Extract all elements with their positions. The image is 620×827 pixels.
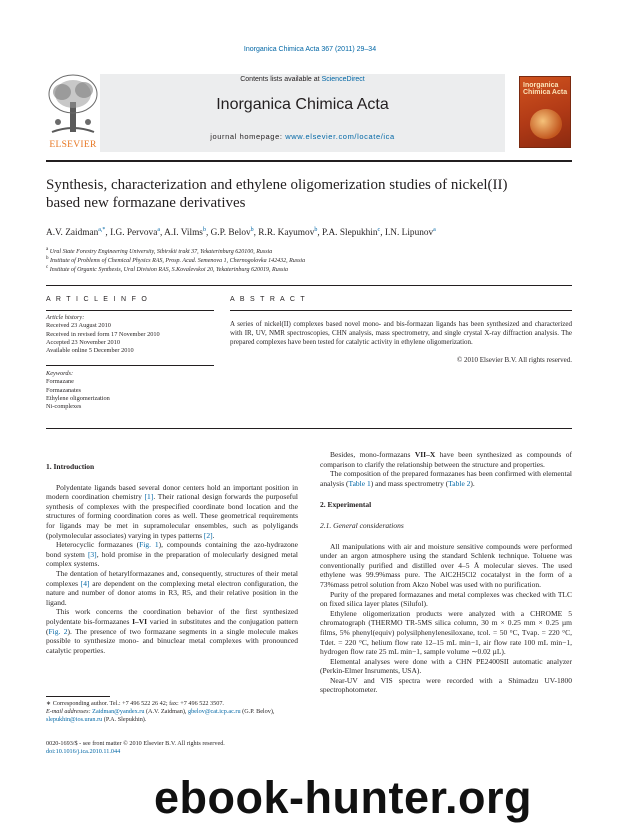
history-item: Accepted 23 November 2010: [46, 338, 120, 346]
paragraph: All manipulations with air and moisture sensitive compounds were performed under an argon atmosphere using the standard Schlenk technique. Toluene was conventionally purified and distilled over 4–5 Å molecular sieves. The used ethylene was 99.9%mass pure. The AlC2H5Cl2 cocatalyst in the form of a 73%mass petrol solution from Akzo Nobel was used with no purification.: [320, 541, 572, 589]
keyword-item: Ni-complexes: [46, 403, 82, 411]
figure-link[interactable]: Fig. 1: [139, 540, 159, 550]
history-item: Received in revised form 17 November 2010: [46, 330, 160, 338]
author-name[interactable]: A.V. Zaidman: [46, 228, 99, 239]
cover-graphic: [530, 109, 562, 139]
affiliation-key: a: [46, 247, 49, 252]
title-line-2: based new formazane derivatives: [46, 195, 246, 211]
keyword-item: Formazane: [46, 378, 74, 386]
email-owner: (P.A. Slepukhin).: [102, 716, 147, 723]
history-label: Article history:: [46, 314, 85, 321]
paragraph: [46, 607, 298, 655]
paragraph: Elemental analyses were done with a CHN PE2400SII automatic analyzer (Perkin-Elmer Insruments, USA).: [320, 656, 572, 676]
author-name[interactable]: P.A. Slepukhin: [322, 228, 378, 239]
affiliation-key: b: [46, 256, 49, 261]
corresponding-author-footnote: [46, 700, 298, 724]
text-run: ), compounds containing the azo-hydrazone bond system: [46, 540, 298, 559]
subsection-heading: 2.1. General considerations: [320, 520, 404, 530]
watermark-text: ebook-hunter.org: [154, 772, 532, 823]
history-item: Available online 5 December 2010: [46, 347, 134, 355]
text-run: Besides, mono-formazans: [330, 450, 415, 459]
contents-line: [100, 76, 505, 83]
text-run: . Their rational design forwards the purposeful synthesis of complexes with the prespecified coordinate bond location and the structures of forming coordination cores as well. These geometrical requirements for ligands may be met in supramolecular ensembles, such as polyligands (polymolecular associates) varying in types patterns: [46, 492, 298, 540]
affiliation-text: Ural State Forestry Engineering University, Sibirskii trakt 37, Yekaterinburg 620100, Russia: [49, 249, 273, 255]
journal-title: Inorganica Chimica Acta: [216, 96, 389, 113]
author-name[interactable]: R.R. Kayumov: [258, 228, 315, 239]
text-run: This work concerns the coordination behavior of the first synthesized polydentate bis-formazanes: [46, 607, 298, 626]
reference-link[interactable]: [4]: [80, 578, 90, 588]
sciencedirect-link[interactable]: ScienceDirect: [321, 76, 365, 83]
email-link[interactable]: Zaidman@yandex.ru: [92, 708, 145, 715]
paragraph: Ethylene oligomerization products were analyzed with a CHROME 5 chromatograph (THERMO TR-5MS silica column, 30 m × 0.25 mm × 0.25 µm films, 5% phenyl(equiv) polysilphenylenesiloxane, tcol. = 50 °C, Tvap. = 220 °C, Tdet. = 220 °C, helium flow rate 12–15 mL min−1, air flow rate 100 mL min−1, hydrogen flow rate 25 mL min−1, sample volume ∼0.02 µL).: [320, 608, 572, 657]
paragraph: Purity of the prepared formazanes and metal complexes was checked with TLC on fixed silica layer plates (Silufol).: [320, 589, 572, 609]
article-title: [46, 176, 572, 212]
text-run: are dependent on the complexing metal electron configuration, the nature and number of donor atoms in R3, R5, and their relative position in the ligand.: [46, 578, 298, 607]
figure-link[interactable]: Fig. 2: [48, 626, 68, 636]
keywords-block: [46, 370, 214, 411]
header-rule: [46, 160, 572, 162]
keyword-item: Ethylene oligomerization: [46, 394, 110, 402]
table-link[interactable]: Table 2: [448, 478, 471, 488]
email-owner: (A.V. Zaidman),: [144, 708, 188, 715]
author-affiliation-marker[interactable]: b: [314, 227, 318, 233]
author-separator: ,: [205, 228, 211, 239]
author-separator: ,: [105, 228, 111, 239]
email-owner: (G.P. Belov),: [240, 708, 275, 715]
publisher-logo[interactable]: ELSEVIER: [49, 140, 97, 150]
section-divider: [46, 428, 572, 429]
affiliation-text: Institute of Organic Synthesis, Ural Division RAS, S.Kovalevskoi 20, Yekaterinburg 620019, Russia: [49, 267, 289, 273]
paragraph: [46, 569, 298, 607]
body-right-column: [320, 450, 572, 695]
email-link[interactable]: slepukhin@ios.uran.ru: [46, 716, 103, 723]
homepage-prefix: journal homepage:: [210, 132, 286, 141]
reference-link[interactable]: [2]: [203, 530, 213, 540]
text-run: Heterocyclic formazanes (: [56, 540, 140, 550]
paragraph: [320, 469, 572, 488]
affiliation-text: Institute of Problems of Chemical Physics RAS, Prosp. Acad. Semenova 1, Chernogolovka 142432, Russia: [50, 258, 306, 264]
paragraph: [46, 540, 298, 569]
author-separator: ,: [253, 228, 259, 239]
email-label: E-mail addresses:: [46, 708, 93, 715]
abstract-copyright: © 2010 Elsevier B.V. All rights reserved.: [456, 356, 572, 364]
abstract-text: A series of nickel(II) complexes based novel mono- and bis-formazan ligands has been synthesized and characterized with IR, UV, NMR spectroscopies, CHN analysis, mass spectrometry, and single crystal X-ray diffraction analysis. The prepared complexes have been tested for catalytic activity in ethylene oligomerization.: [230, 320, 572, 346]
paragraph: [320, 450, 572, 469]
journal-homepage-line: [100, 132, 505, 141]
info-rule: [46, 310, 214, 311]
author-affiliation-marker[interactable]: b: [250, 227, 254, 233]
corresponding-author: ∗ Corresponding author. Tel.: +7 496 522 26 42; fax: +7 496 522 3507.: [46, 700, 224, 707]
affiliation-c: [46, 264, 572, 274]
author-list: [46, 224, 572, 239]
article-history: [46, 314, 214, 355]
text-run: The composition of the prepared formazanes has been confirmed with elemental analysis (: [320, 469, 572, 488]
text-run: varied in substitutes and the conjugation pattern (: [46, 616, 298, 636]
paragraph: [46, 483, 298, 541]
cover-title: Inorganica Chimica Acta: [523, 82, 568, 96]
journal-homepage-link[interactable]: www.elsevier.com/locate/ica: [285, 132, 395, 141]
section-heading: 2. Experimental: [320, 500, 372, 510]
footnote-rule: [46, 696, 110, 697]
author-separator: ,: [317, 228, 322, 239]
front-matter-info: [46, 740, 298, 756]
abstract-heading: A B S T R A C T: [230, 296, 307, 303]
text-run: ).: [470, 478, 475, 488]
author-affiliation-marker[interactable]: a: [433, 227, 436, 233]
text-run: have been synthesized as compounds of comparison to clarify the relationship between the structure and properties.: [320, 450, 572, 469]
text-run: Polydentate ligands based several donor centers hold an important position in modern coordination chemistry: [46, 482, 298, 502]
author-name[interactable]: A.I. Vilms: [164, 228, 203, 239]
paragraph: Near-UV and VIS spectra were recorded with a Shimadzu UV-1800 spectrophotometer.: [320, 675, 572, 695]
author-name[interactable]: I.N. Lipunov: [384, 228, 434, 239]
email-link[interactable]: gbelov@cat.icp.ac.ru: [187, 708, 241, 715]
title-line-1: Synthesis, characterization and ethylene oligomerization studies of nickel(II): [46, 177, 508, 193]
text-run: ) and mass spectrometry (: [370, 478, 449, 488]
text-run: , hold promise in the preparation of molecularly designed metal complex systems.: [46, 549, 298, 569]
journal-citation: Inorganica Chimica Acta 367 (2011) 29–34: [243, 46, 377, 53]
keyword-item: Formazanates: [46, 386, 81, 394]
keywords-label: Keywords:: [46, 370, 74, 377]
compound-label: VII–X: [414, 450, 436, 459]
email-addresses: [46, 708, 298, 724]
author-separator: ,: [380, 228, 385, 239]
affiliation-key: c: [46, 265, 49, 270]
body-left-column: [46, 450, 298, 655]
reference-link[interactable]: [1]: [144, 492, 154, 502]
abstract-rule: [230, 310, 572, 311]
author-affiliation-marker[interactable]: a: [157, 227, 160, 233]
section-divider: [46, 285, 572, 286]
contents-prefix: Contents lists available at: [240, 76, 322, 83]
text-run: The dentation of hetarylformazanes and, consequently, structures of their metal complexes: [46, 568, 298, 588]
journal-cover-thumbnail[interactable]: [519, 76, 571, 148]
compound-label: I–VI: [132, 616, 148, 626]
text-run: .: [212, 530, 215, 540]
article-info-heading: A R T I C L E I N F O: [46, 296, 149, 303]
author-separator: ,: [160, 228, 165, 239]
author-name[interactable]: G.P. Belov: [210, 228, 251, 239]
doi-link[interactable]: doi:10.1016/j.ica.2010.11.044: [46, 748, 121, 755]
author-affiliation-marker[interactable]: b: [202, 227, 206, 233]
section-heading: 1. Introduction: [46, 462, 95, 471]
issn-line: 0020-1693/$ - see front matter © 2010 Elsevier B.V. All rights reserved.: [46, 740, 225, 747]
table-link[interactable]: Table 1: [348, 478, 371, 488]
info-rule: [46, 365, 214, 366]
author-affiliation-marker[interactable]: a,*: [98, 227, 106, 233]
history-item: Received 23 August 2010: [46, 322, 111, 330]
reference-link[interactable]: [3]: [87, 549, 97, 559]
author-name[interactable]: I.G. Pervova: [110, 228, 158, 239]
author-affiliation-marker[interactable]: c: [377, 227, 381, 233]
text-run: ). The presence of two formazane segments in a single molecule makes possible to synthesize mono- and binuclear metal complexes with pronounced catalytic properties.: [46, 626, 298, 655]
